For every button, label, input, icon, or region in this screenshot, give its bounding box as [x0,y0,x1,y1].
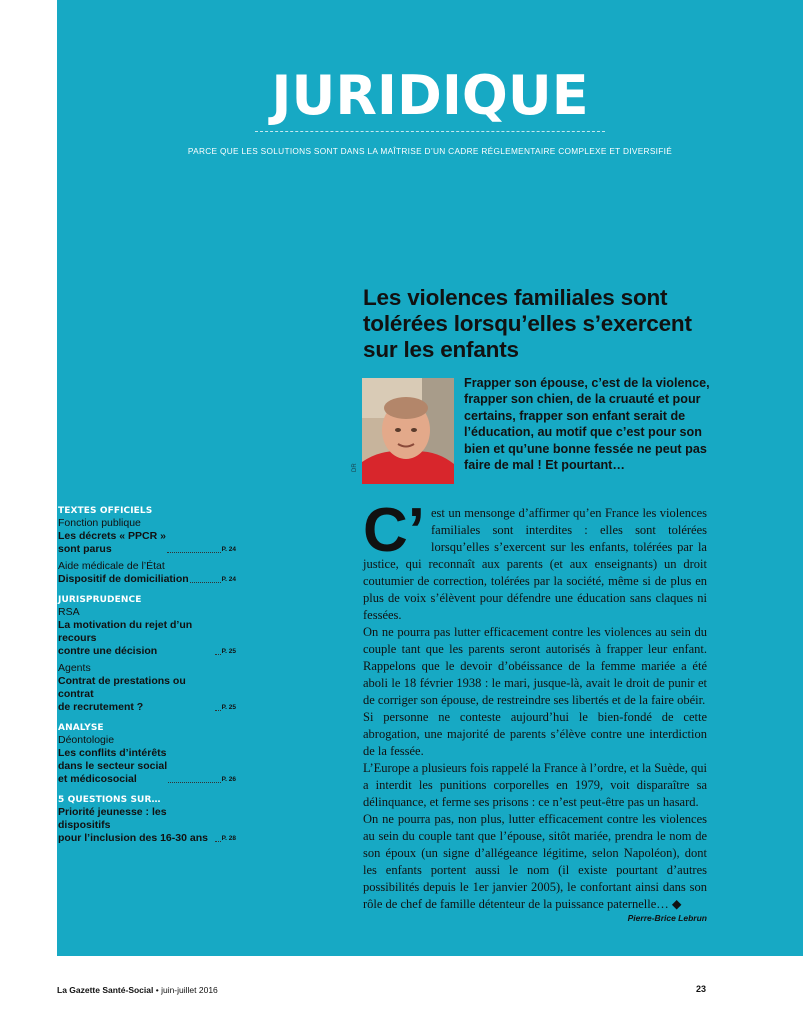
toc-entry-title: Les conflits d’intérêts [58,747,167,759]
magazine-name: La Gazette Santé-Social [57,985,154,995]
toc-section-heading: JURISPRUDENCE [58,595,142,605]
title-divider [255,131,605,133]
toc-entry-title: La motivation du rejet d’un recours [58,619,193,644]
article-body [363,496,707,913]
toc-entry-title: Contrat de prestations ou contrat [58,675,186,700]
toc-entry[interactable] [58,573,236,586]
toc-section [58,723,236,786]
toc-section [58,595,236,714]
leader-dots [215,710,221,711]
toc-category: Aide médicale de l’État [58,560,165,572]
article-author: Pierre-Brice Lebrun [627,913,707,923]
toc-entry[interactable] [58,747,236,786]
toc-entry-title: de recrutement ? [58,701,144,713]
toc-entry-title: Dispositif de domiciliation [58,573,189,585]
leader-dots [168,782,221,783]
toc-category: RSA [58,606,80,618]
toc-entry-title: sont parus [58,543,112,555]
toc-page-ref: P. 26 [221,776,236,783]
article-paragraph: On ne pourra pas, non plus, lutter efficacement contre les violences au sein du couple tant que l’épouse, sitôt mariée, prendra le nom de son époux (un signe d’allégeance légitime, selon Napoléon), dont les enfants portent aussi le nom (il existe pourtant d’autres possibilités depuis le 1er janvier 2005), le confortant ainsi dans son rôle de chef de famille détenteur de la puissance paternelle… ◆ [363,812,707,911]
article-paragraph: C’ est un mensonge d’affirmer qu’en France les violences familiales sont interdites : elles sont tolérées lorsqu’elles s’exercent sur les enfants, tolérées par la justice, qui reconnaît aux parents (et aux enseignants) un droit coutumier de correction, tolérées par la société, même si de plus en plus de voix s’élèvent pour défendre une éducation sans claques ni fessées. [363,496,707,622]
toc-entry-title: et médicosocial [58,773,137,785]
toc-entry-title: Les décrets « PPCR » [58,530,166,542]
toc-entry-title: pour l’inclusion des 16-30 ans [58,832,208,844]
leader-dots [215,654,221,655]
footer-publication: La Gazette Santé-Social • juin-juillet 2016 [57,985,218,995]
toc-section [58,795,236,845]
section-subtitle: PARCE QUE LES SOLUTIONS SONT DANS LA MAÎTRISE D’UN CADRE RÉGLEMENTAIRE COMPLEXE ET DIVERSIFIÉ [187,146,673,156]
table-of-contents [58,506,236,854]
toc-page-ref: P. 24 [221,546,236,553]
toc-entry-title: contre une décision [58,645,158,657]
toc-category: Déontologie [58,734,115,746]
photo-credit: DR [352,463,358,472]
toc-entry-title: dans le secteur social [58,760,168,772]
page-number: 23 [695,984,706,994]
toc-section [58,506,236,586]
toc-section-heading: 5 QUESTIONS SUR… [58,795,161,805]
toc-entry[interactable] [58,619,236,658]
leader-dots [190,582,221,583]
toc-section-heading: TEXTES OFFICIELS [58,506,153,516]
toc-section-heading: ANALYSE [58,723,104,733]
toc-entry[interactable] [58,675,236,714]
leader-dots [167,552,221,553]
article-headline: Les violences familiales sont tolérées lorsqu’elles s’exercent sur les enfants [363,285,692,362]
toc-page-ref: P. 25 [221,704,236,711]
toc-category: Fonction publique [58,517,141,529]
drop-cap: C’ [363,496,425,565]
toc-page-ref: P. 28 [221,835,236,842]
leader-dots [215,841,221,842]
toc-page-ref: P. 24 [221,576,236,583]
article-paragraph: L’Europe a plusieurs fois rappelé la France à l’ordre, et la Suède, qui a interdit les punitions corporelles en 1979, voit disparaître sa délinquance, et ferme ses prisons : ce n’est peut-être pas un hasard. [363,761,707,809]
toc-entry[interactable] [58,530,236,556]
toc-page-ref: P. 25 [221,648,236,655]
issue-date: juin-juillet 2016 [161,985,218,995]
article-lead: Frapper son épouse, c’est de la violence, frapper son chien, de la cruauté et pour certains, frapper son enfant serait de l’éducation, au motif que c’est pour son bien et qu’une bonne fessée ne peut pas faire de mal ! Et pourtant… [464,376,710,473]
toc-category: Agents [58,662,91,674]
toc-entry-title: Priorité jeunesse : les dispositifs [58,806,167,831]
article-paragraph: Si personne ne conteste aujourd’hui le bien-fondé de cette abrogation, une majorité de parents s’élève contre une interdiction de la fessée. [363,710,707,758]
article-paragraph: On ne pourra pas lutter efficacement contre les violences au sein du couple tant que les parents seront autorisés à frapper leur enfant. Rappelons que le devoir d’obéissance de la femme mariée a été aboli le 18 février 1938 : le mari, jusque-là, avait le droit de punir et de corriger son épouse, de restreindre ses libertés et de la faire obéir. [363,625,707,707]
author-photo [362,378,454,484]
section-title: JURIDIQUE [271,64,589,127]
toc-entry[interactable] [58,806,236,845]
